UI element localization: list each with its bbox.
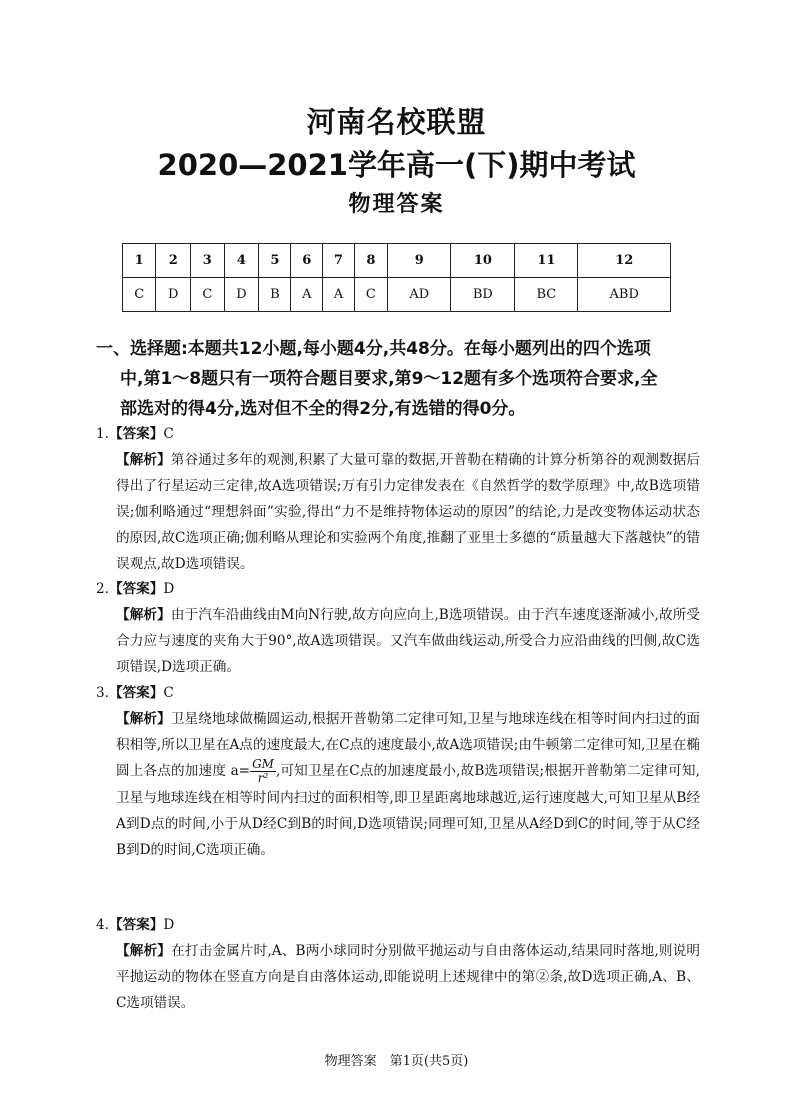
analysis-text: 第谷通过多年的观测,积累了大量可靠的数据,开普勒在精确的计算分析第谷的观测数据后得出了行星运动三定律,故A选项错误;万有引力定律发表在《自然哲学的数学原理》中,故B选项错误;伽利略通过“理想斜面”实验,得出“力不是维持物体运动的原因”的结论,力是改变物体运动状态的原因,故C选项正确;伽利略从理论和实验两个角度,推翻了亚里士多德的“质量越大下落越快”的错误观点,故D选项错误。: [116, 452, 701, 572]
question-number-cell: 4: [224, 244, 259, 278]
analysis-label: 【解析】: [116, 607, 171, 623]
question-number: 2.: [96, 581, 109, 597]
question-number-cell: 7: [323, 244, 355, 278]
answer-line: [96, 576, 700, 602]
answer-line: [96, 680, 700, 706]
fraction-numerator: GM: [252, 757, 274, 771]
answer-cell: ABD: [578, 278, 671, 312]
section-heading-line: 中,第1～8题只有一项符合题目要求,第9～12题有多个选项符合要求,全: [120, 369, 658, 389]
question-number-cell: 3: [191, 244, 224, 278]
analysis-paragraph: [96, 706, 700, 863]
question-number-cell: 10: [451, 244, 515, 278]
question-number-cell: 12: [578, 244, 671, 278]
answer-label: 【答案】: [108, 685, 164, 701]
answer-cell: D: [156, 278, 191, 312]
analysis-text: 由于汽车沿曲线由M向N行驶,故方向应向上,B选项错误。由于汽车速度逐渐减小,故所受合力应与速度的夹角大于90°,故A选项错误。又汽车做曲线运动,所受合力应沿曲线的凹侧,故C选项错误,D选项正确。: [116, 607, 701, 675]
question-2: [96, 576, 700, 680]
analysis-paragraph: [96, 447, 700, 577]
exam-title: 2020—2021学年高一(下)期中考试: [157, 148, 636, 182]
section-heading: [96, 334, 704, 424]
answer-cell: BD: [451, 278, 515, 312]
answer-cell: B: [259, 278, 291, 312]
analysis-text-part2: ,可知卫星在C点的加速度最小,故B选项错误;根据开普勒第二定律可知,卫星与地球连线在相等时间内扫过的面积相等,即卫星距离地球越近,运行速度越大,可知卫星从B经A到D点的时间,小于从D经C到B的时间,D选项错误;同理可知,卫星从A经D到C的时间,等于从C经B到D的时间,C选项正确。: [116, 763, 700, 858]
answer-cell: C: [191, 278, 224, 312]
answer-cell: BC: [515, 278, 578, 312]
answer-table: [122, 243, 671, 312]
question-number-cell: 9: [388, 244, 451, 278]
question-number: 1.: [96, 426, 109, 442]
section-heading-line: 部选对的得4分,选对但不全的得2分,有选错的得0分。: [120, 399, 526, 419]
answer-line: [96, 912, 700, 938]
question-number: 4.: [96, 917, 109, 933]
answer-cell: A: [323, 278, 355, 312]
school-union-title: 河南名校联盟: [306, 105, 487, 139]
analysis-paragraph: [96, 938, 700, 1016]
answer-cell: C: [123, 278, 156, 312]
answer-cell: D: [224, 278, 259, 312]
question-3: [96, 680, 700, 863]
answer-label: 【答案】: [108, 581, 164, 597]
question-number-cell: 8: [354, 244, 387, 278]
page-footer: 物理答案 第1页(共5页): [324, 1054, 469, 1069]
answer-value: C: [163, 685, 174, 701]
acceleration-fraction: [250, 758, 276, 785]
answer-value: D: [163, 917, 175, 933]
question-number-cell: 6: [291, 244, 323, 278]
answer-line: [96, 421, 700, 447]
answer-cell: AD: [388, 278, 451, 312]
question-number: 3.: [96, 685, 109, 701]
answer-label: 【答案】: [108, 426, 164, 442]
question-number-cell: 5: [259, 244, 291, 278]
answer-value: C: [163, 426, 174, 442]
fraction-denominator: r²: [257, 771, 269, 785]
analysis-text: 在打击金属片时,A、B两小球同时分别做平抛运动与自由落体运动,结果同时落地,则说明平抛运动的物体在竖直方向是自由落体运动,即能说明上述规律中的第②条,故D选项正确,A、B、C选项错误。: [116, 943, 700, 1011]
subject-title: 物理答案: [348, 192, 445, 217]
question-4: [96, 912, 700, 1016]
question-number-cell: 1: [123, 244, 156, 278]
analysis-label: 【解析】: [116, 452, 171, 468]
analysis-label: 【解析】: [116, 943, 172, 959]
answer-cell: A: [291, 278, 323, 312]
section-heading-line: 一、选择题:本题共12小题,每小题4分,共48分。在每小题列出的四个选项: [96, 339, 651, 359]
question-number-cell: 11: [515, 244, 578, 278]
answer-value: D: [163, 581, 175, 597]
question-1: [96, 421, 700, 577]
analysis-text-part1: 卫星绕地球做椭圆运动,根据开普勒第二定律可知,卫星与地球连线在相等时间内扫过的面积相等,所以卫星在A点的速度最大,在C点的速度最小,故A选项错误;由牛顿第二定律可知,卫星在椭圆上各点的加速度 a=: [116, 711, 701, 779]
analysis-label: 【解析】: [116, 711, 171, 727]
answer-cell: C: [354, 278, 387, 312]
answer-table-number-row: [123, 244, 671, 278]
analysis-paragraph: [96, 602, 700, 680]
answer-label: 【答案】: [108, 917, 164, 933]
question-number-cell: 2: [156, 244, 191, 278]
answer-table-answer-row: [123, 278, 671, 312]
